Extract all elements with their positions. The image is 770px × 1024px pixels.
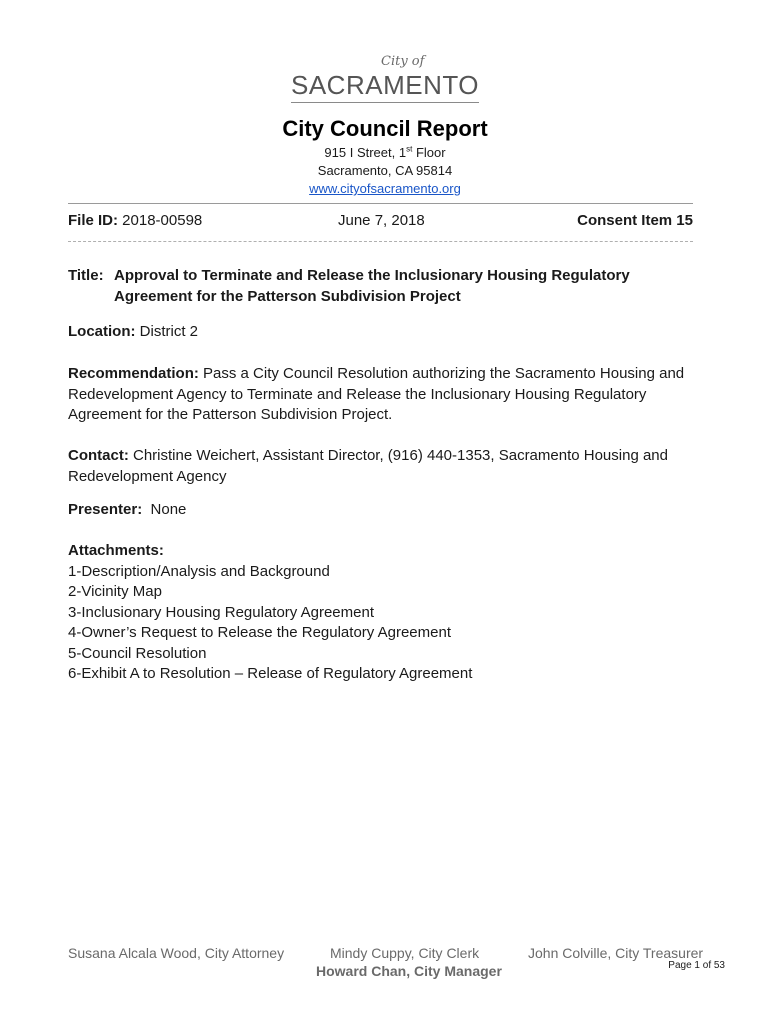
footer-city-manager: Howard Chan, City Manager (316, 963, 502, 979)
recommendation: Recommendation: Pass a City Council Resolution authorizing the Sacramento Housing and Redevelopment Agency to Terminate and Release the Inclusionary Housing Regulatory Agreement for the Patterson Subdivision Project. (68, 365, 685, 423)
address-line-2: Sacramento, CA 95814 (317, 163, 453, 178)
title-label: Title: (68, 267, 104, 284)
header-divider-top (68, 203, 693, 204)
website-link[interactable]: www.cityofsacramento.org (309, 181, 461, 196)
attachments-section (68, 541, 698, 685)
city-logo (285, 52, 485, 112)
logo-city-of: City of (381, 54, 425, 69)
attachment-item: 4-Owner’s Request to Release the Regulatory Agreement (68, 624, 451, 641)
logo-sacramento: SACRAMENTO (291, 70, 479, 100)
attachments-label: Attachments: (68, 542, 164, 559)
location: Location: District 2 (68, 323, 199, 340)
attachment-item: 6-Exhibit A to Resolution – Release of Regulatory Agreement (68, 665, 473, 682)
report-title-block (68, 266, 698, 307)
attachment-item: 2-Vicinity Map (68, 583, 162, 600)
page-title: City Council Report (282, 116, 488, 141)
page-number: Page 1 of 53 (668, 960, 725, 971)
attachment-item: 5-Council Resolution (68, 644, 207, 662)
title-line-2: Agreement for the Patterson Subdivision Project (114, 287, 461, 305)
presenter: Presenter: None (68, 501, 187, 518)
contact: Contact: Christine Weichert, Assistant Director, (916) 440-1353, Sacramento Housing and Redevelopment Agency (68, 447, 668, 485)
logo-underline (291, 102, 479, 103)
address-line-1: 915 I Street, 1st Floor (324, 144, 446, 160)
attachment-item: 3-Inclusionary Housing Regulatory Agreement (68, 603, 374, 621)
footer-city-attorney: Susana Alcala Wood, City Attorney (68, 945, 285, 961)
footer-city-treasurer: John Colville, City Treasurer (528, 945, 704, 961)
consent-item: Consent Item 15 (577, 212, 693, 229)
footer-city-clerk: Mindy Cuppy, City Clerk (330, 945, 480, 961)
report-date: June 7, 2018 (338, 212, 425, 229)
attachment-item: 1-Description/Analysis and Background (68, 562, 330, 580)
file-id: File ID: 2018-00598 (68, 212, 203, 229)
header-divider-bottom (68, 241, 693, 242)
title-line-1: Approval to Terminate and Release the Inclusionary Housing Regulatory (114, 267, 630, 284)
